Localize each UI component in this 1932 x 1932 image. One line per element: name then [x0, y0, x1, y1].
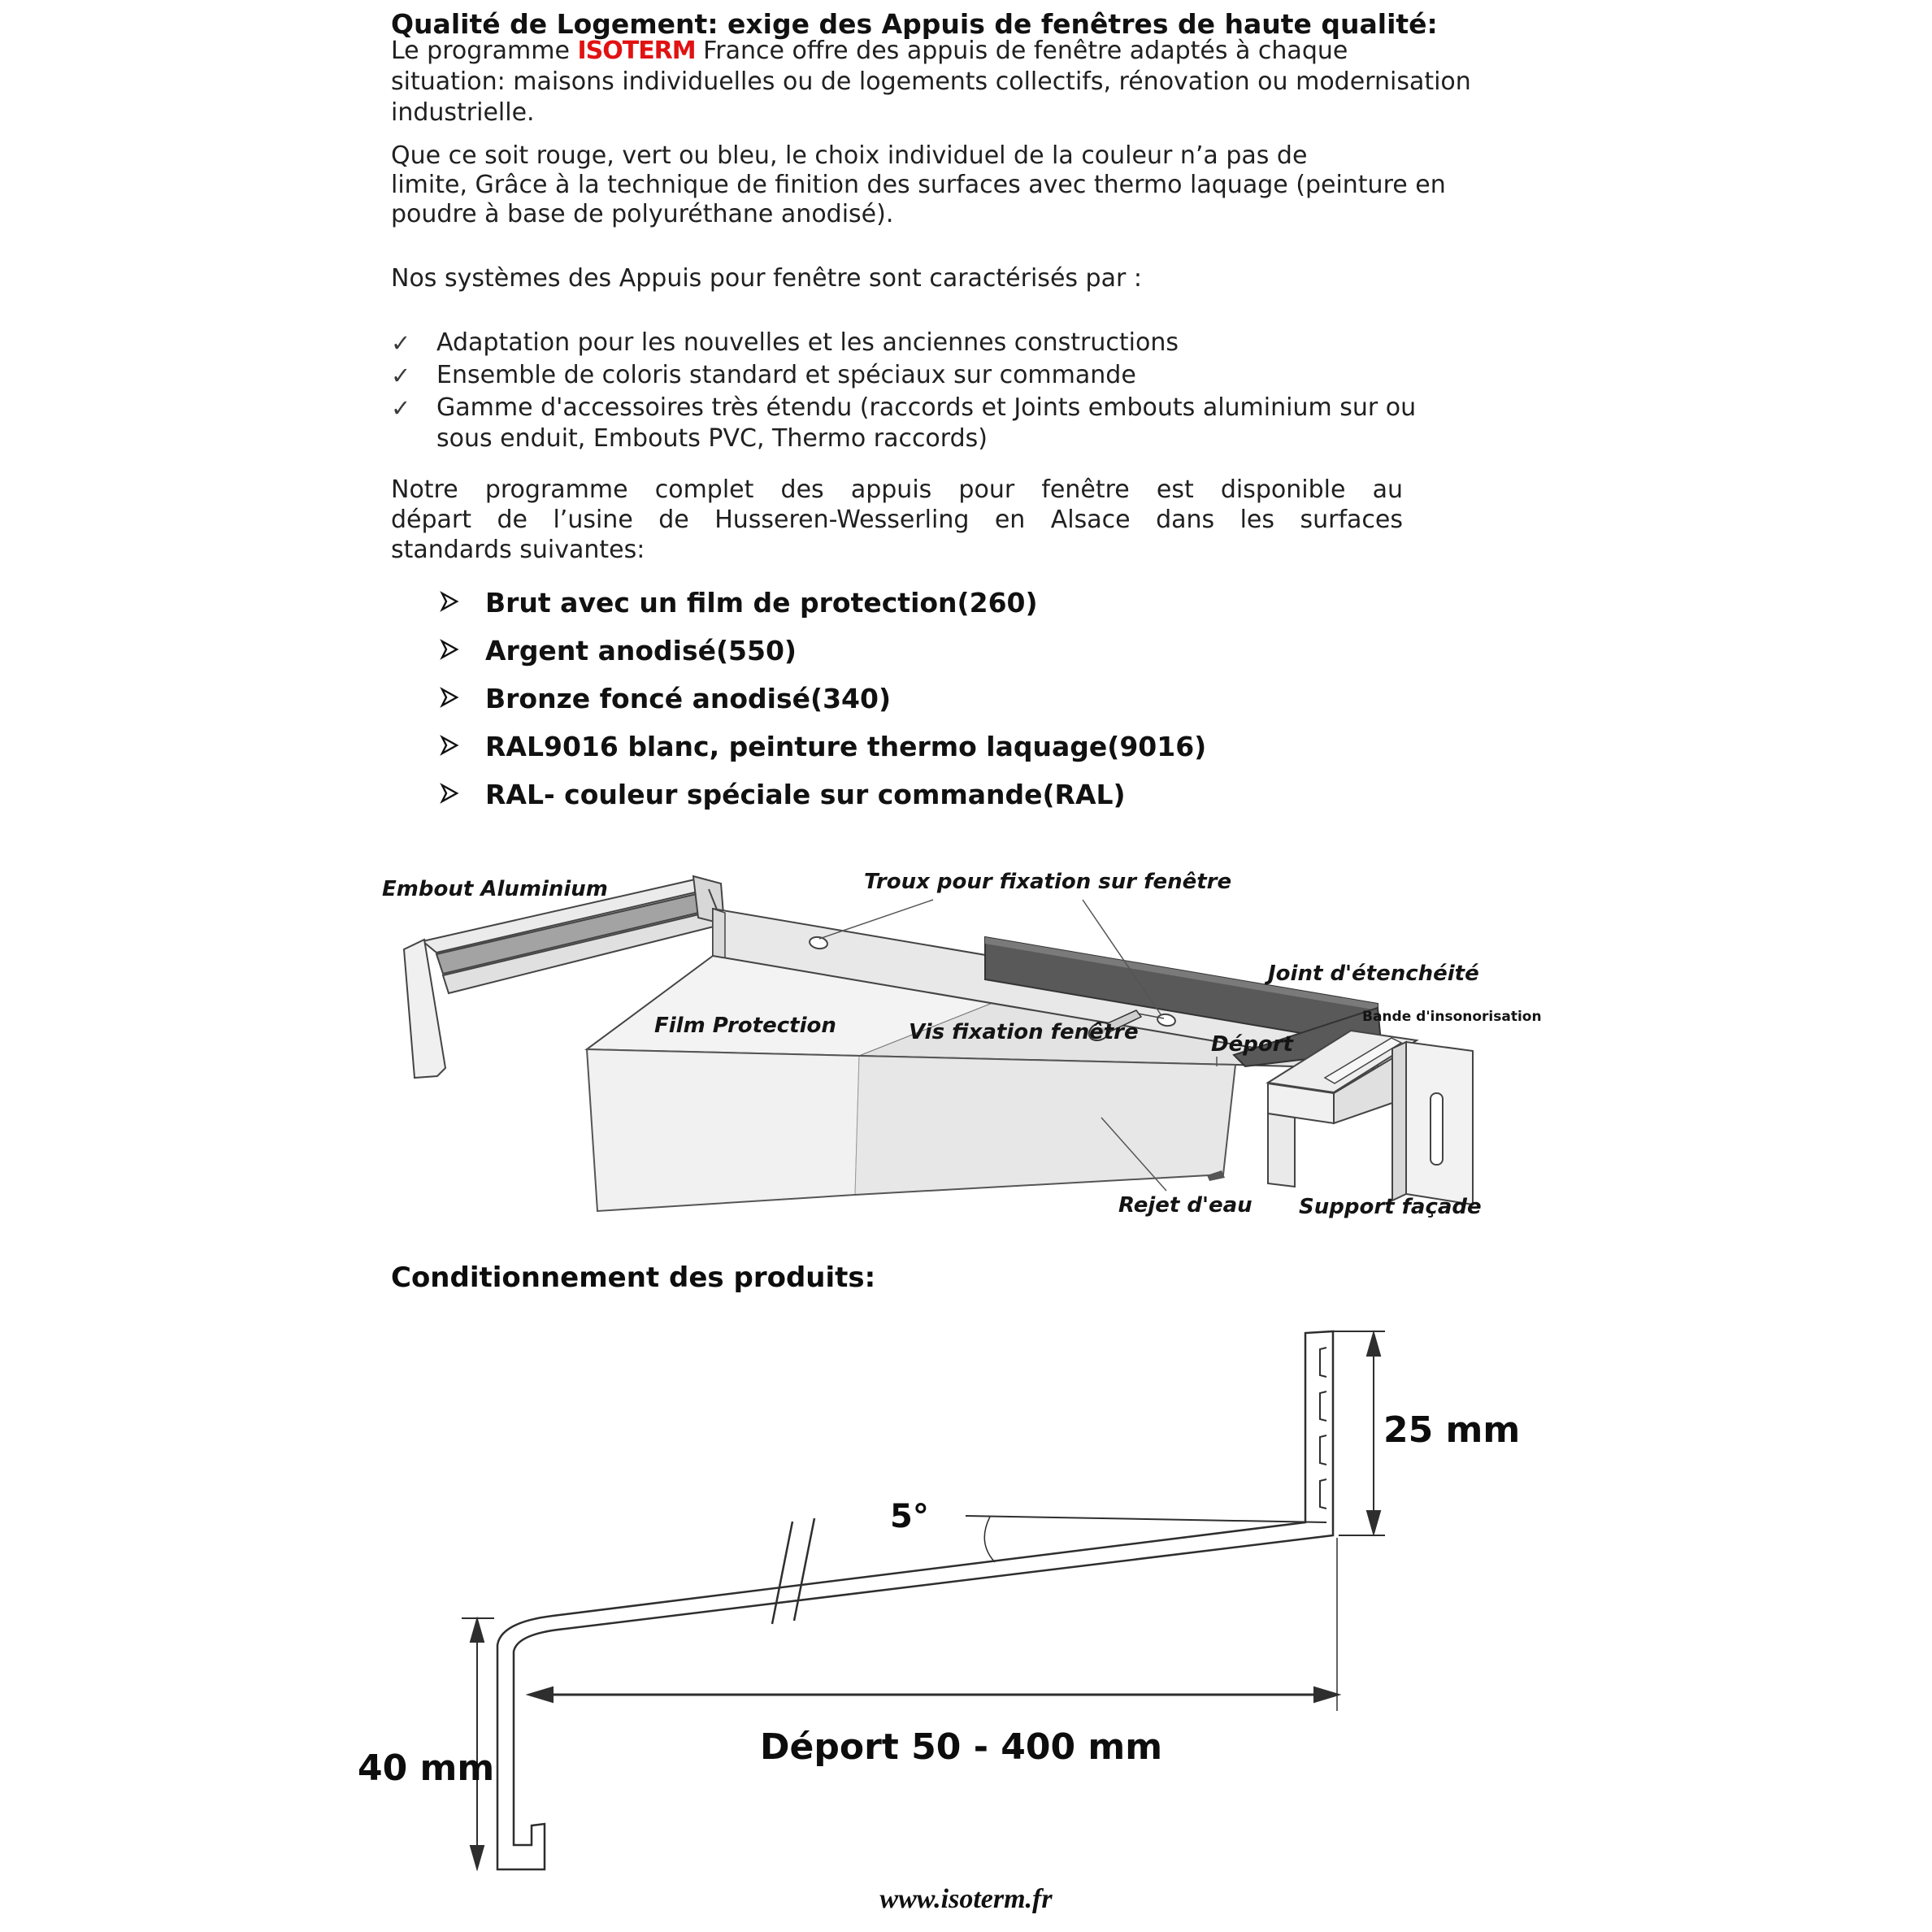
label-embout-aluminium: Embout Aluminium — [382, 877, 608, 901]
list-item-label: Ensemble de coloris standard et spéciaux sur commande — [436, 361, 1136, 389]
systems-lead-in: Nos systèmes des Appuis pour fenêtre sont caractérisés par : — [391, 264, 1142, 293]
arrow-bullet-icon — [440, 591, 485, 615]
checkmark-icon: ✓ — [391, 394, 411, 422]
dimension-40mm — [462, 1618, 494, 1869]
intro-after-logo: France offre des appuis de fenêtre adaptés à chaque — [695, 37, 1348, 65]
color-paragraph — [391, 141, 1446, 229]
list-item — [440, 723, 1206, 771]
section-heading-conditionnement: Conditionnement des produits: — [391, 1261, 876, 1294]
label-joint-etancheite: Joint d'étenchéité — [1268, 962, 1479, 986]
intro-before-logo: Le programme — [391, 37, 578, 65]
finish-option-label: RAL9016 blanc, peinture thermo laquage(9016) — [485, 731, 1207, 762]
list-item-label: Adaptation pour les nouvelles et les anciennes constructions — [436, 328, 1179, 357]
dim-label-5deg: 5° — [890, 1498, 929, 1535]
profile-drawing-svg — [358, 1300, 1609, 1902]
program-line-3: standards suivantes: — [391, 536, 645, 564]
arrow-bullet-icon — [440, 639, 485, 663]
dim-label-deport: Déport 50 - 400 mm — [760, 1726, 1163, 1768]
list-item — [440, 675, 1206, 723]
checkmark-icon: ✓ — [391, 362, 411, 389]
page-title: Qualité de Logement: exige des Appuis de fenêtres de haute qualité: — [391, 8, 1438, 40]
color-line-3: poudre à base de polyuréthane anodisé). — [391, 200, 894, 228]
arrow-bullet-icon — [440, 783, 485, 807]
intro-line-2: situation: maisons individuelles ou de logements collectifs, rénovation ou modernisation — [391, 67, 1471, 96]
dim-label-40mm: 40 mm — [358, 1747, 495, 1789]
label-deport: Déport — [1211, 1032, 1293, 1057]
list-item — [440, 579, 1206, 627]
checkmark-icon: ✓ — [391, 329, 411, 357]
color-line-2: limite, Grâce à la technique de finition des surfaces avec thermo laquage (peinture en — [391, 171, 1446, 199]
label-troux-fixation: Troux pour fixation sur fenêtre — [864, 870, 1232, 894]
arrow-bullet-icon — [440, 687, 485, 711]
finish-option-label: Bronze foncé anodisé(340) — [485, 683, 892, 714]
intro-paragraph — [391, 36, 1471, 128]
dim-label-25mm: 25 mm — [1383, 1409, 1521, 1451]
break-symbol — [772, 1518, 814, 1624]
arrow-bullet-icon — [440, 735, 485, 759]
finishes-list — [440, 579, 1206, 818]
list-item-line-1: Gamme d'accessoires très étendu (raccords et Joints embouts aluminium sur ou — [436, 393, 1417, 422]
list-item — [391, 327, 1416, 359]
program-line-2: départ de l’usine de Husseren-Wesserling en Alsace dans les surfaces — [391, 506, 1403, 534]
finish-option-label: Brut avec un film de protection(260) — [485, 587, 1038, 619]
color-line-1: Que ce soit rouge, vert ou bleu, le choix individuel de la couleur n’a pas de — [391, 141, 1308, 170]
sill-profile-drawing — [358, 1300, 1609, 1902]
features-checklist — [391, 327, 1416, 454]
list-item — [391, 392, 1416, 454]
dimension-deport — [528, 1538, 1339, 1711]
dimension-25mm — [1333, 1331, 1385, 1535]
sill-exploded-diagram — [0, 853, 1932, 1264]
finish-option-label: Argent anodisé(550) — [485, 635, 797, 666]
list-item-line-2: sous enduit, Embouts PVC, Thermo raccords) — [436, 424, 988, 453]
isoterm-logo-text: ISOTERM — [577, 37, 696, 65]
list-item-label — [436, 392, 1416, 454]
list-item — [440, 771, 1206, 818]
footer-url: www.isoterm.fr — [879, 1884, 1053, 1914]
label-vis-fixation: Vis fixation fenêtre — [909, 1020, 1139, 1044]
text-column — [391, 0, 1594, 853]
intro-line-3: industrielle. — [391, 98, 535, 127]
label-rejet-eau: Rejet d'eau — [1118, 1193, 1253, 1218]
list-item — [440, 627, 1206, 675]
sill-profile-outline — [497, 1331, 1333, 1869]
label-support-facade: Support façade — [1299, 1195, 1482, 1219]
label-bande-insonorisation: Bande d'insonorisation — [1362, 1009, 1542, 1025]
intro-line-1 — [391, 36, 1471, 67]
program-paragraph — [391, 475, 1403, 565]
program-line-1: Notre programme complet des appuis pour fenêtre est disponible au — [391, 475, 1403, 504]
list-item — [391, 359, 1416, 392]
finish-option-label: RAL- couleur spéciale sur commande(RAL) — [485, 779, 1126, 810]
label-film-protection: Film Protection — [654, 1014, 836, 1038]
